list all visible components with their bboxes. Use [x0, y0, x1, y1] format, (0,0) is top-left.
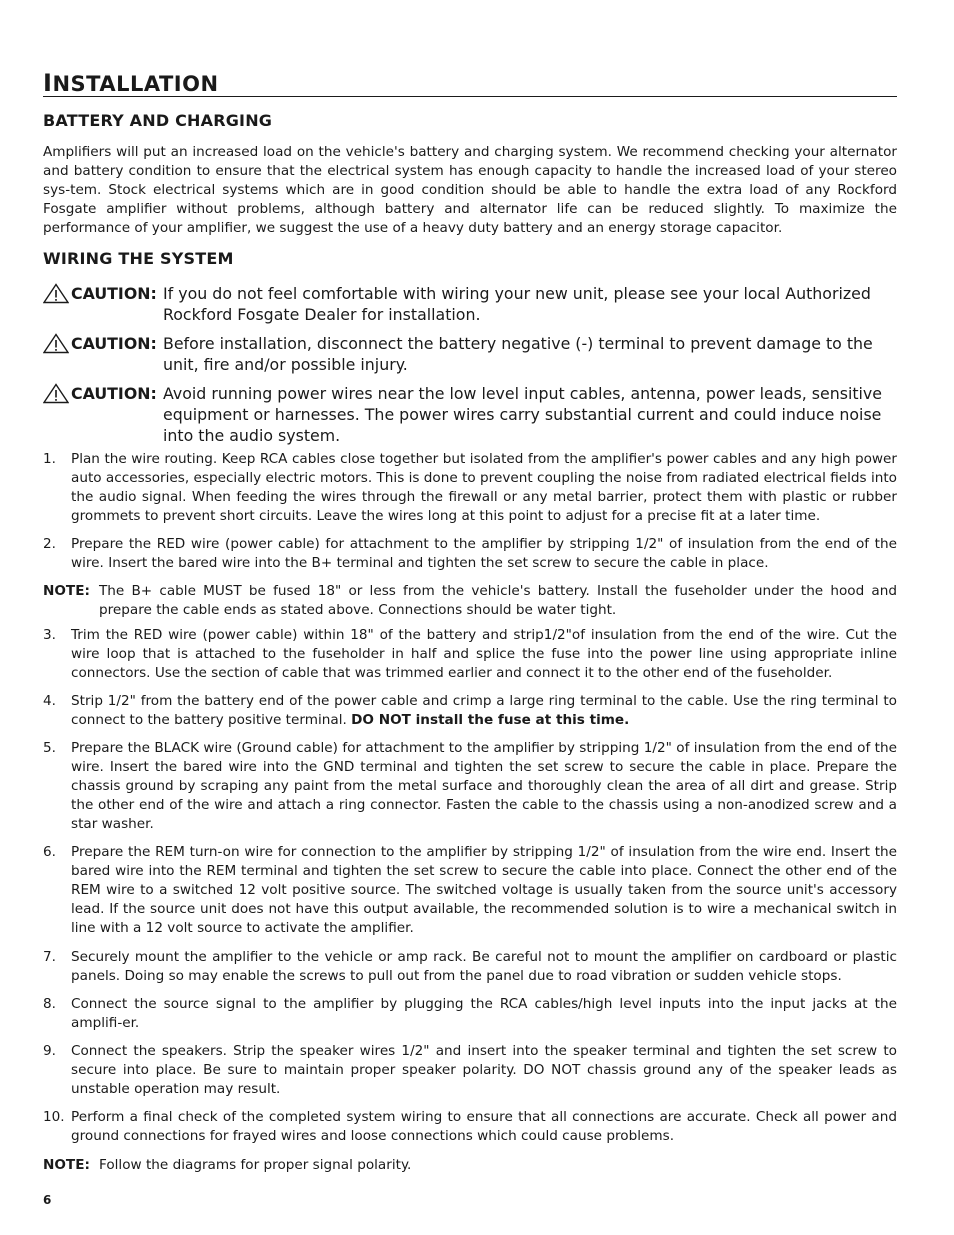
title-initial: I: [43, 69, 53, 97]
title-rest: NSTALLATION: [52, 72, 219, 96]
list-item: [43, 948, 897, 986]
note-label: NOTE:: [43, 583, 90, 599]
item-text: Prepare the REM turn-on wire for connection to the amplifier by stripping 1/2" of insulation from the wire end. Insert the bared wire into the REM terminal and tighten the set screw to secure the cable into place. Connect the other end of the REM wire to a switched 12 volt positive source. The switched voltage is usually taken from the source unit's accessory lead. If the source unit does not have this output available, the recommended solution is to wire a mechanical switch in line with a 12 volt source to activate the amplifier.: [71, 844, 897, 936]
list-item: [43, 535, 897, 573]
warning-triangle-icon: [43, 333, 69, 354]
note-block: [43, 1156, 897, 1175]
note-text: The B+ cable MUST be fused 18" or less from the vehicle's battery. Install the fuseholder under the hood and prepare the cable ends as stated above. Connections should be water tight.: [99, 583, 897, 618]
section-heading-wiring: WIRING THE SYSTEM: [43, 249, 234, 268]
item-number: 8.: [43, 996, 56, 1012]
list-item: [43, 1042, 897, 1099]
list-item: [43, 739, 897, 834]
page-title: [43, 70, 897, 97]
item-number: 6.: [43, 844, 56, 860]
item-number: 2.: [43, 536, 56, 552]
item-number: 10.: [43, 1109, 65, 1125]
caution-block: [43, 283, 897, 325]
item-text-bold-warning: DO NOT install the fuse at this time.: [351, 712, 630, 728]
note-block: [43, 582, 897, 620]
section-heading-battery: BATTERY AND CHARGING: [43, 111, 273, 130]
title-divider: [43, 96, 897, 97]
caution-block: [43, 383, 897, 446]
item-text: Prepare the RED wire (power cable) for attachment to the amplifier by stripping 1/2" of insulation from the end of the wire. Insert the bared wire into the B+ terminal and tighten the set screw to secure the cable in place.: [71, 536, 897, 571]
item-text: Connect the source signal to the amplifier by plugging the RCA cables/high level inputs into the input jacks at the amplifi-er.: [71, 996, 897, 1031]
list-item: [43, 450, 897, 526]
item-number: 5.: [43, 740, 56, 756]
warning-triangle-icon: [43, 383, 69, 404]
item-number: 3.: [43, 627, 56, 643]
caution-text: Avoid running power wires near the low level input cables, antenna, power leads, sensitive equipment or harnesses. The power wires carry substantial current and could induce noise into the audio system.: [163, 384, 882, 445]
caution-text: If you do not feel comfortable with wiring your new unit, please see your local Authorized Rockford Fosgate Dealer for installation.: [163, 284, 871, 324]
list-item: [43, 692, 897, 730]
item-text: [71, 692, 897, 730]
battery-paragraph: Amplifiers will put an increased load on the vehicle's battery and charging system. We recommend checking your alternator and battery condition to ensure that the electrical system has enough capacity to handle the increased load of your stereo sys-tem. Stock electrical systems which are in good condition should be able to handle the extra load of any Rockford Fosgate amplifier without problems, although battery and alternator life can be reduced slightly. To maximize the performance of your amplifier, we suggest the use of a heavy duty battery and an energy storage capacitor.: [43, 144, 897, 236]
item-number: 7.: [43, 949, 56, 965]
page-number: 6: [43, 1193, 52, 1207]
caution-block: [43, 333, 897, 375]
caution-label: CAUTION:: [71, 384, 157, 403]
caution-label: CAUTION:: [71, 334, 157, 353]
item-text: Trim the RED wire (power cable) within 18" of the battery and strip1/2"of insulation from the end of the wire. Cut the wire loop that is attached to the fuseholder in half and splice the fuse into the power line using appropriate inline connectors. Use the section of cable that was trimmed earlier and connect it to the other end of the fuseholder.: [71, 627, 897, 681]
item-text: Connect the speakers. Strip the speaker wires 1/2" and insert into the speaker terminal and tighten the set screw to secure into place. Be sure to maintain proper speaker polarity. DO NOT chassis ground any of the speaker leads as unstable operation may result.: [71, 1043, 897, 1097]
item-number: 9.: [43, 1043, 56, 1059]
item-text: Securely mount the amplifier to the vehicle or amp rack. Be careful not to mount the amplifier on cardboard or plastic panels. Doing so may enable the screws to pull out from the panel due to road vibration or sudden vehicle stops.: [71, 949, 897, 984]
note-label: NOTE:: [43, 1157, 90, 1173]
caution-text: Before installation, disconnect the battery negative (-) terminal to prevent damage to the unit, fire and/or possible injury.: [163, 334, 873, 374]
list-item: [43, 1108, 897, 1146]
item-text: Prepare the BLACK wire (Ground cable) for attachment to the amplifier by stripping 1/2" of insulation from the end of the wire. Insert the bared wire into the GND terminal and tighten the set screw to secure the cable in place. Prepare the chassis ground by scraping any paint from the metal surface and thoroughly clean the area of all dirt and grease. Strip the other end of the wire and attach a ring connector. Fasten the cable to the chassis using a non-anodized screw and a star washer.: [71, 740, 897, 832]
item-number: 4.: [43, 693, 56, 709]
list-item: [43, 995, 897, 1033]
item-text-regular: Strip 1/2" from the battery end of the power cable and crimp a large ring terminal to the cable. Use the ring terminal to connect to the battery positive terminal.: [71, 693, 897, 728]
item-text: Perform a final check of the completed system wiring to ensure that all connections are accurate. Check all power and ground connections for frayed wires and loose connections which could cause problems.: [71, 1109, 897, 1144]
list-item: [43, 626, 897, 683]
caution-label: CAUTION:: [71, 284, 157, 303]
list-item: [43, 843, 897, 938]
note-text: Follow the diagrams for proper signal polarity.: [99, 1157, 412, 1173]
item-number: 1.: [43, 451, 56, 467]
warning-triangle-icon: [43, 283, 69, 304]
item-text: Plan the wire routing. Keep RCA cables close together but isolated from the amplifier's power cables and any high power auto accessories, especially electric motors. This is done to prevent coupling the noise from radiated electrical fields into the audio signal. When feeding the wires through the firewall or any metal barrier, protect them with plastic or rubber grommets to prevent short circuits. Leave the wires long at this point to adjust for a precise fit at a later time.: [71, 451, 897, 524]
